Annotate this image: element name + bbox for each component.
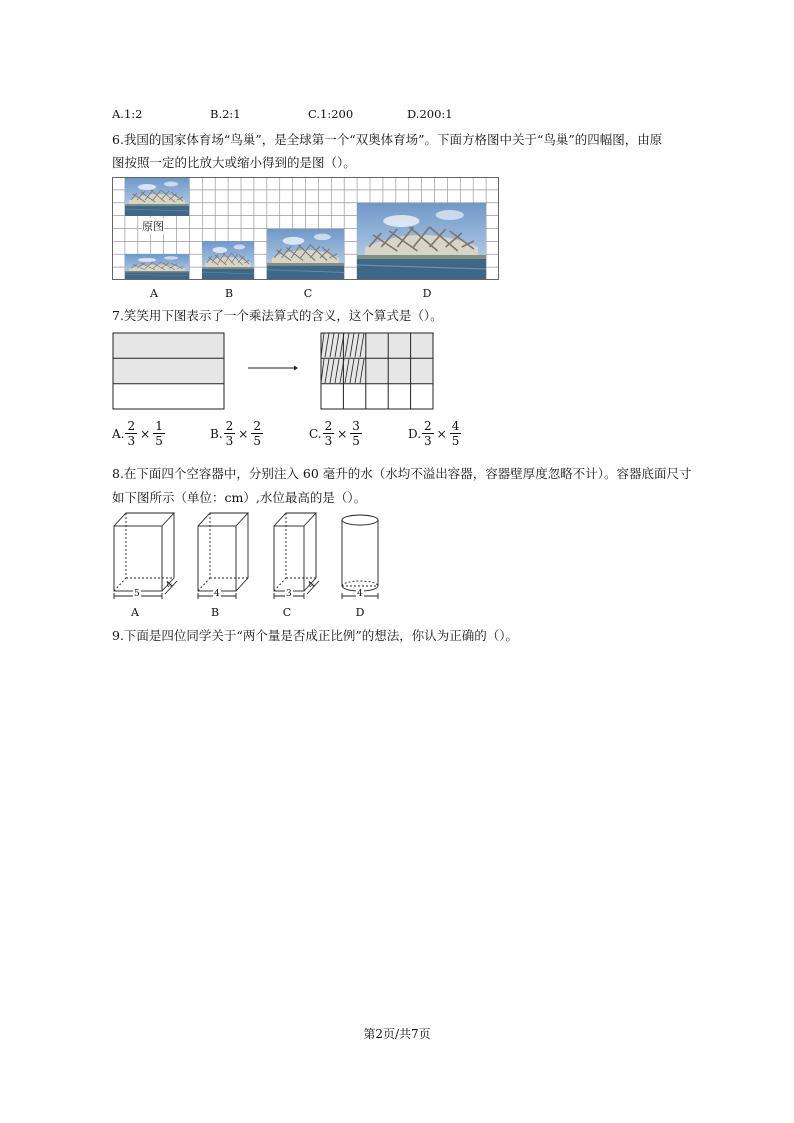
container-c [272, 510, 328, 600]
q7-option-c [309, 420, 363, 447]
q6-text-line2: 图按照一定的比放大或缩小得到的是图（）。 [112, 155, 356, 170]
q7-option-d [408, 420, 462, 447]
container-a-label: A [131, 606, 139, 619]
option-letter: D. [408, 426, 422, 441]
photo-c [267, 229, 344, 279]
q7-text: 7.笑笑用下图表示了一个乘法算式的含义，这个算式是（）。 [112, 308, 443, 323]
fraction: $\frac{2}{3}$ [127, 419, 136, 448]
original-photo [125, 178, 189, 216]
fraction: $\frac{2}{3}$ [424, 419, 432, 448]
q7-figure [112, 332, 436, 410]
q8-text-line1: 8.在下面四个空容器中，分别注入 60 毫升的水（水均不溢出容器，容器壁厚度忽略不计）。容器底面尺寸 [112, 466, 692, 481]
option-letter: A. [112, 426, 125, 441]
times-sign: × [140, 426, 151, 441]
container-c-width: 3 [286, 589, 292, 599]
fraction: $\frac{3}{5}$ [352, 419, 360, 448]
page-footer: 第2页/共7页 [363, 1027, 431, 1041]
container-d [338, 510, 386, 600]
container-d-svg [338, 510, 386, 600]
q6-label-a: A [150, 287, 158, 300]
container-b-svg [196, 510, 252, 600]
container-a-depth: 4 [164, 579, 176, 591]
q8-text-line2: 如下图所示（单位：cm）,水位最高的是（）。 [112, 490, 367, 505]
photo-d [357, 203, 486, 279]
fraction: $\frac{2}{3}$ [324, 419, 333, 448]
container-c-label: C [282, 606, 292, 619]
container-d-width: 4 [357, 589, 363, 599]
q6-label-c: C [303, 287, 313, 300]
container-a-width: 5 [134, 589, 140, 599]
times-sign: × [238, 426, 249, 441]
q5-option-c: C.1:200 [308, 107, 354, 121]
q6-label-d: D [422, 287, 432, 300]
photo-a [125, 254, 189, 279]
fraction: $\frac{2}{3}$ [225, 419, 234, 448]
q7-option-b [210, 420, 264, 447]
container-b-label: B [210, 606, 220, 619]
times-sign: × [436, 426, 447, 441]
q7-option-a [112, 420, 166, 447]
fraction: $\frac{1}{5}$ [155, 419, 163, 448]
fraction: $\frac{2}{5}$ [253, 419, 261, 448]
option-letter: C. [309, 426, 322, 441]
times-sign: × [337, 426, 348, 441]
photo-b [202, 241, 254, 279]
option-letter: B. [210, 426, 223, 441]
q6-text-line1: 6.我国的国家体育场“鸟巢”，是全球第一个“双奥体育场”。下面方格图中关于“鸟巢”的四幅图，由原 [112, 132, 663, 147]
q6-label-b: B [224, 287, 234, 300]
container-b-width: 4 [214, 589, 220, 599]
container-c-svg [272, 510, 328, 600]
container-d-label: D [355, 606, 365, 619]
q9-text: 9.下面是四位同学关于“两个量是否成正比例”的想法，你认为正确的（）。 [112, 628, 518, 643]
fraction: $\frac{4}{5}$ [451, 419, 460, 448]
q5-option-d: D.200:1 [407, 107, 453, 121]
q5-option-a: A.1:2 [112, 107, 143, 121]
q7-svg [112, 332, 436, 410]
q5-option-b: B.2:1 [210, 107, 241, 121]
container-c-depth: 4 [306, 579, 318, 591]
container-a [112, 510, 178, 600]
container-b [196, 510, 252, 600]
original-label: 原图 [142, 220, 164, 233]
q6-grid-figure [112, 177, 499, 280]
